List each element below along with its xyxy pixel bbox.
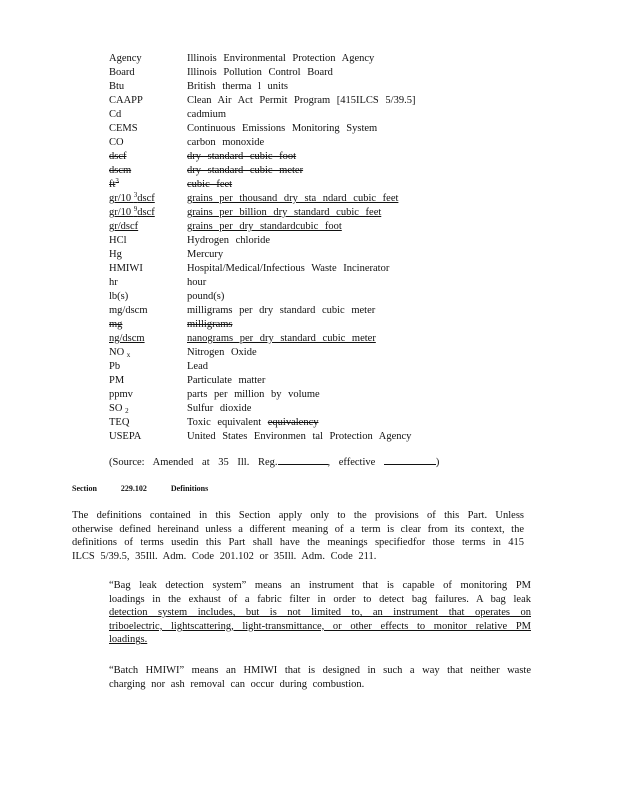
abbreviation-definition: grains per dry standardcubic foot xyxy=(187,221,342,232)
definition-bag-leak xyxy=(109,579,531,647)
abbreviation-definition: parts per million by volume xyxy=(187,389,320,400)
abbreviation-row xyxy=(109,220,447,234)
abbreviation-definition: nanograms per dry standard cubic meter xyxy=(187,333,376,344)
abbreviation-term: mg/dscm xyxy=(109,305,148,316)
definition-text: “Bag leak detection system” means an instrument that is capable of monitoring PM loadings in the exhaust of a fabric filter in order to detect bag failures. A bag leak xyxy=(109,580,531,605)
abbreviation-term: CAAPP xyxy=(109,95,143,106)
abbreviation-definition: milligrams xyxy=(187,319,233,330)
abbreviation-definition: cadmium xyxy=(187,109,227,120)
abbreviation-term: PM xyxy=(109,375,125,386)
abbreviation-definition: Particulate matter xyxy=(187,375,266,386)
abbreviation-row xyxy=(109,374,447,388)
abbreviation-term: Cd xyxy=(109,109,122,120)
abbreviation-row xyxy=(109,402,447,416)
abbreviation-term: Board xyxy=(109,67,135,78)
abbreviation-row xyxy=(109,178,447,192)
abbreviation-definition: Clean Air Act Permit Program [415ILCS 5/39.5] xyxy=(187,95,416,106)
definition-text: “Batch HMIWI” means an HMIWI that is designed in such a way that neither waste charging nor ash removal can occur during combustion. xyxy=(109,665,531,690)
abbreviation-definition: Illinois Pollution Control Board xyxy=(187,67,333,78)
abbreviation-definition: Hydrogen chloride xyxy=(187,235,271,246)
abbreviation-row xyxy=(109,122,447,136)
source-blank-effective xyxy=(384,455,436,465)
abbreviation-term: CEMS xyxy=(109,123,138,134)
abbreviation-row xyxy=(109,234,447,248)
definition-batch-hmiwi xyxy=(109,664,531,691)
abbreviation-row xyxy=(109,136,447,150)
abbreviation-definition: pound(s) xyxy=(187,291,225,302)
definition-added-text: detection system includes, but is not limited to, an instrument that operates on triboelectric, lightscattering, light-transmittance, or other effects to monitor relative PM loadings. xyxy=(109,607,531,646)
abbreviation-row xyxy=(109,276,447,290)
abbreviation-row xyxy=(109,150,447,164)
abbreviation-term: gr/dscf xyxy=(109,221,139,232)
abbreviation-term: hr xyxy=(109,277,118,288)
abbreviation-definition: milligrams per dry standard cubic meter xyxy=(187,305,376,316)
intro-paragraph: The definitions contained in this Section apply only to the provisions of this Part. Unless otherwise defined hereinand unless a different meaning of a term is clear from its context, the definitions of terms usedin this Part shall have the meanings specifiedfor those terms in 415 ILCS 5/39.5, 35Ill. Adm. Code 201.102 or 35Ill. Adm. Code 211. xyxy=(72,510,524,562)
abbreviation-term: gr/10 $^9$dscf xyxy=(109,205,155,218)
abbreviation-row xyxy=(109,66,447,80)
abbreviation-definition: Sulfur dioxide xyxy=(187,403,252,414)
abbreviation-definition: carbon monoxide xyxy=(187,137,265,148)
abbreviation-term: NO x xyxy=(109,347,131,359)
abbreviation-row xyxy=(109,80,447,94)
abbreviations-table xyxy=(109,52,447,444)
abbreviation-definition: dry standard cubic meter xyxy=(187,165,304,176)
source-blank-register xyxy=(278,455,328,465)
abbreviation-term: $ft^3$ xyxy=(109,177,119,190)
abbreviation-term: Pb xyxy=(109,361,121,372)
abbreviation-term: Agency xyxy=(109,53,142,64)
abbreviation-row xyxy=(109,108,447,122)
abbreviation-row xyxy=(109,262,447,276)
section-number: 229.102 xyxy=(120,484,147,493)
abbreviation-term: HCl xyxy=(109,235,127,246)
abbreviation-definition: British therma l units xyxy=(187,81,288,92)
abbreviation-term: ppmv xyxy=(109,389,133,400)
abbreviation-term: HMIWI xyxy=(109,263,143,274)
abbreviation-definition: grains per billion dry standard cubic feet xyxy=(187,207,382,218)
section-heading xyxy=(72,484,232,493)
source-middle: , effective xyxy=(327,457,376,468)
section-title: Definitions xyxy=(170,484,209,493)
abbreviation-term: SO 2 xyxy=(109,403,129,415)
abbreviation-term: mg xyxy=(109,319,123,330)
abbreviation-term: gr/10 $^3$dscf xyxy=(109,191,155,204)
abbreviation-row xyxy=(109,346,447,360)
abbreviation-term: Btu xyxy=(109,81,125,92)
abbreviation-row xyxy=(109,304,447,318)
abbreviation-row xyxy=(109,318,447,332)
source-note xyxy=(109,455,439,468)
abbreviation-definition: hour xyxy=(187,277,207,288)
abbreviation-definition: Continuous Emissions Monitoring System xyxy=(187,123,378,134)
abbreviation-definition: grains per thousand dry sta ndard cubic feet xyxy=(187,193,399,204)
section-label: Section xyxy=(72,484,97,493)
abbreviation-definition: Hospital/Medical/Infectious Waste Incinerator xyxy=(187,263,390,274)
abbreviation-row xyxy=(109,430,447,444)
abbreviation-row xyxy=(109,164,447,178)
abbreviation-definition: dry standard cubic foot xyxy=(187,151,297,162)
abbreviation-definition: cubic feet xyxy=(187,179,233,190)
abbreviation-row xyxy=(109,206,447,220)
abbreviation-row xyxy=(109,52,447,66)
abbreviation-row xyxy=(109,388,447,402)
source-suffix: ) xyxy=(435,457,440,468)
abbreviation-definition: United States Environmen tal Protection Agency xyxy=(187,431,412,442)
abbreviation-term: Hg xyxy=(109,249,122,260)
abbreviation-row xyxy=(109,332,447,346)
abbreviation-definition: Mercury xyxy=(187,249,224,260)
abbreviation-definition: Lead xyxy=(187,361,208,372)
abbreviation-row xyxy=(109,290,447,304)
abbreviation-definition: Illinois Environmental Protection Agency xyxy=(187,53,375,64)
abbreviation-term: dscm xyxy=(109,165,132,176)
source-prefix: (Source: Amended at 35 Ill. Reg. xyxy=(109,457,278,468)
abbreviation-term: dscf xyxy=(109,151,127,162)
abbreviation-row xyxy=(109,94,447,108)
abbreviation-term: CO xyxy=(109,137,124,148)
abbreviation-row xyxy=(109,360,447,374)
abbreviation-term: lb(s) xyxy=(109,291,129,302)
abbreviation-row xyxy=(109,416,447,430)
abbreviation-definition: Toxic equivalent equivalency xyxy=(187,417,319,428)
abbreviation-term: ng/dscm xyxy=(109,333,145,344)
abbreviation-definition: Nitrogen Oxide xyxy=(187,347,257,358)
abbreviation-term: USEPA xyxy=(109,431,142,442)
abbreviation-term: TEQ xyxy=(109,417,130,428)
abbreviation-row xyxy=(109,248,447,262)
abbreviation-row xyxy=(109,192,447,206)
